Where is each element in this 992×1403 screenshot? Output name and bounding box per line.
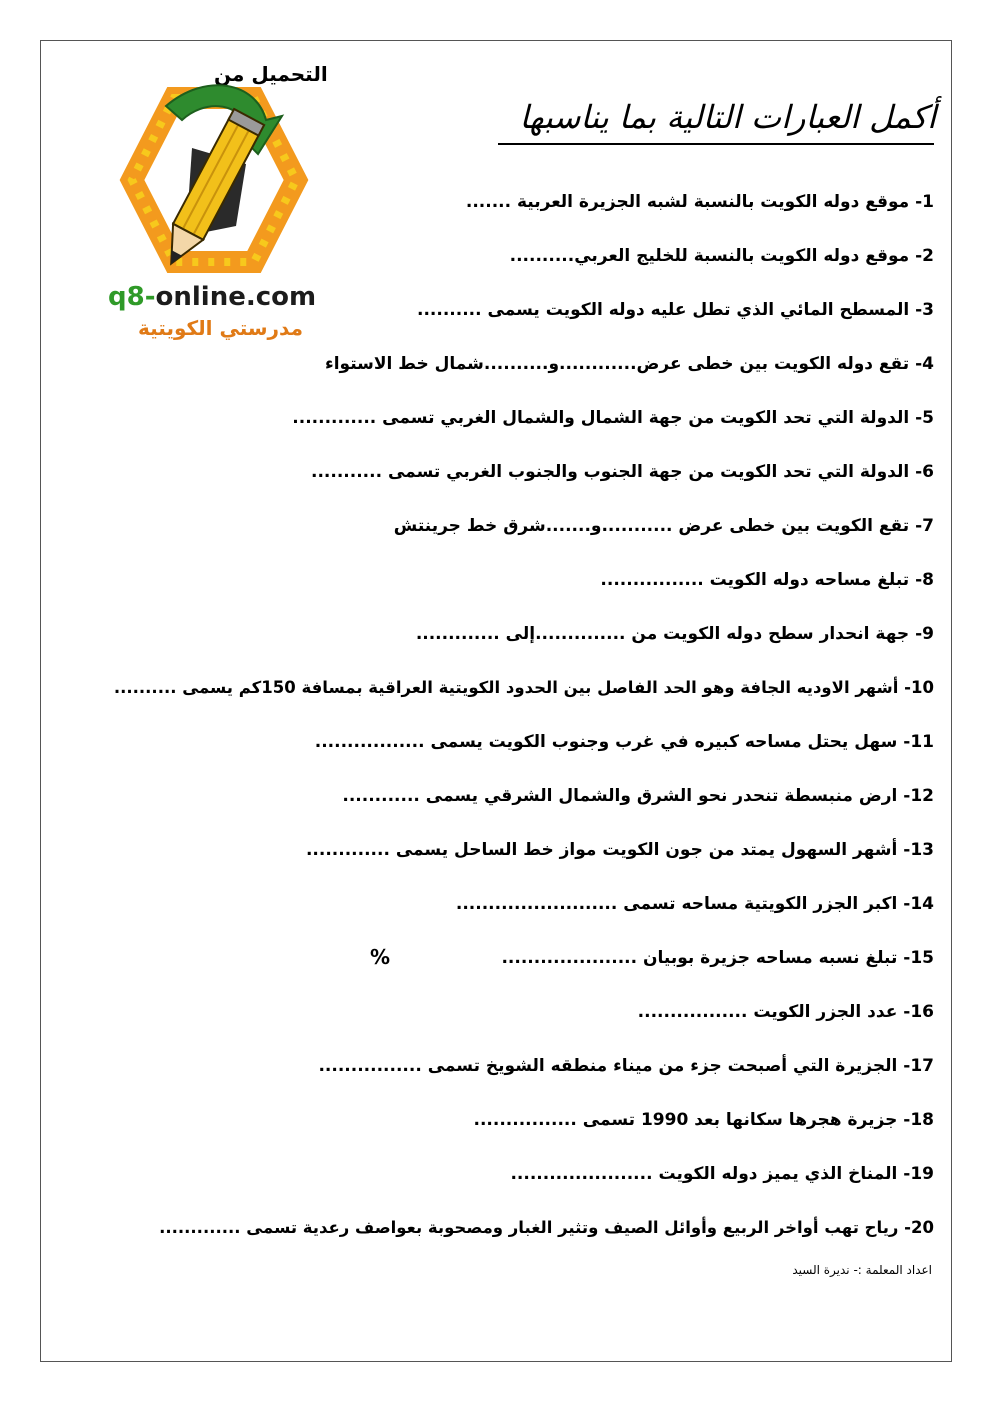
question-2: 2- موقع دوله الكويت بالنسبة للخليج العربي.......... [509, 246, 934, 266]
question-18: 18- جزيرة هجرها سكانها بعد 1990 تسمى ................ [473, 1110, 934, 1130]
logo-school-name: مدرستي الكويتية [138, 316, 303, 340]
question-13: 13- أشهر السهول يمتد من جون الكويت مواز خط الساحل يسمى ............. [305, 840, 934, 860]
question-11: 11- سهل يحتل مساحه كبيره في غرب وجنوب الكويت يسمى ................. [314, 732, 934, 752]
question-14: 14- اكبر الجزر الكويتية مساحه تسمى ......................... [455, 894, 934, 914]
question-10: 10- أشهر الاوديه الجافة وهو الحد الفاصل بين الحدود الكويتية العراقية بمسافة 150كم يسمى .......... [113, 678, 934, 697]
question-5: 5- الدولة التي تحد الكويت من جهة الشمال والشمال الغربي تسمى ............. [292, 408, 934, 428]
prepared-by: اعداد المعلمة :- نديرة السيد [792, 1263, 932, 1277]
logo [96, 62, 336, 362]
question-15: 15- تبلغ نسبه مساحه جزيرة بوبيان ..................... [501, 948, 934, 968]
question-19: 19- المناخ الذي يميز دوله الكويت ...................... [510, 1164, 934, 1184]
pencil-logo-icon [96, 76, 336, 296]
question-8: 8- تبلغ مساحه دوله الكويت ................ [600, 570, 934, 590]
question-4: 4- تقع دوله الكويت بين خطى عرض............و..........شمال خط الاستواء [325, 354, 934, 374]
page-title: أكمل العبارات التالية بما يناسبها [519, 98, 936, 136]
question-7: 7- تقع الكويت بين خطى عرض ...........و.......شرق خط جرينتش [393, 516, 934, 536]
question-3: 3- المسطح المائي الذي تطل عليه دوله الكويت يسمى .......... [417, 300, 934, 320]
logo-top-text: التحميل من [214, 62, 328, 86]
question-9: 9- جهة انحدار سطح دوله الكويت من ..............إلى ............. [415, 624, 934, 644]
question-6: 6- الدولة التي تحد الكويت من جهة الجنوب والجنوب الغربي تسمى ........... [311, 462, 934, 482]
question-12: 12- ارض منبسطة تنحدر نحو الشرق والشمال الشرقي يسمى ............ [342, 786, 934, 806]
question-16: 16- عدد الجزر الكويت ................. [637, 1002, 934, 1022]
question-17: 17- الجزيرة التي أصبحت جزء من ميناء منطقه الشويخ تسمى ................ [318, 1056, 934, 1076]
question-15-percent: % [370, 945, 391, 969]
question-1: 1- موقع دوله الكويت بالنسبة لشبه الجزيرة العربية ....... [465, 192, 934, 212]
title-underline [498, 143, 934, 145]
question-20: 20- رياح تهب أواخر الربيع وأوائل الصيف وتثير الغبار ومصحوبة بعواصف رعدية تسمى ............. [159, 1218, 934, 1237]
logo-site-text: q8-online.com [108, 282, 317, 312]
